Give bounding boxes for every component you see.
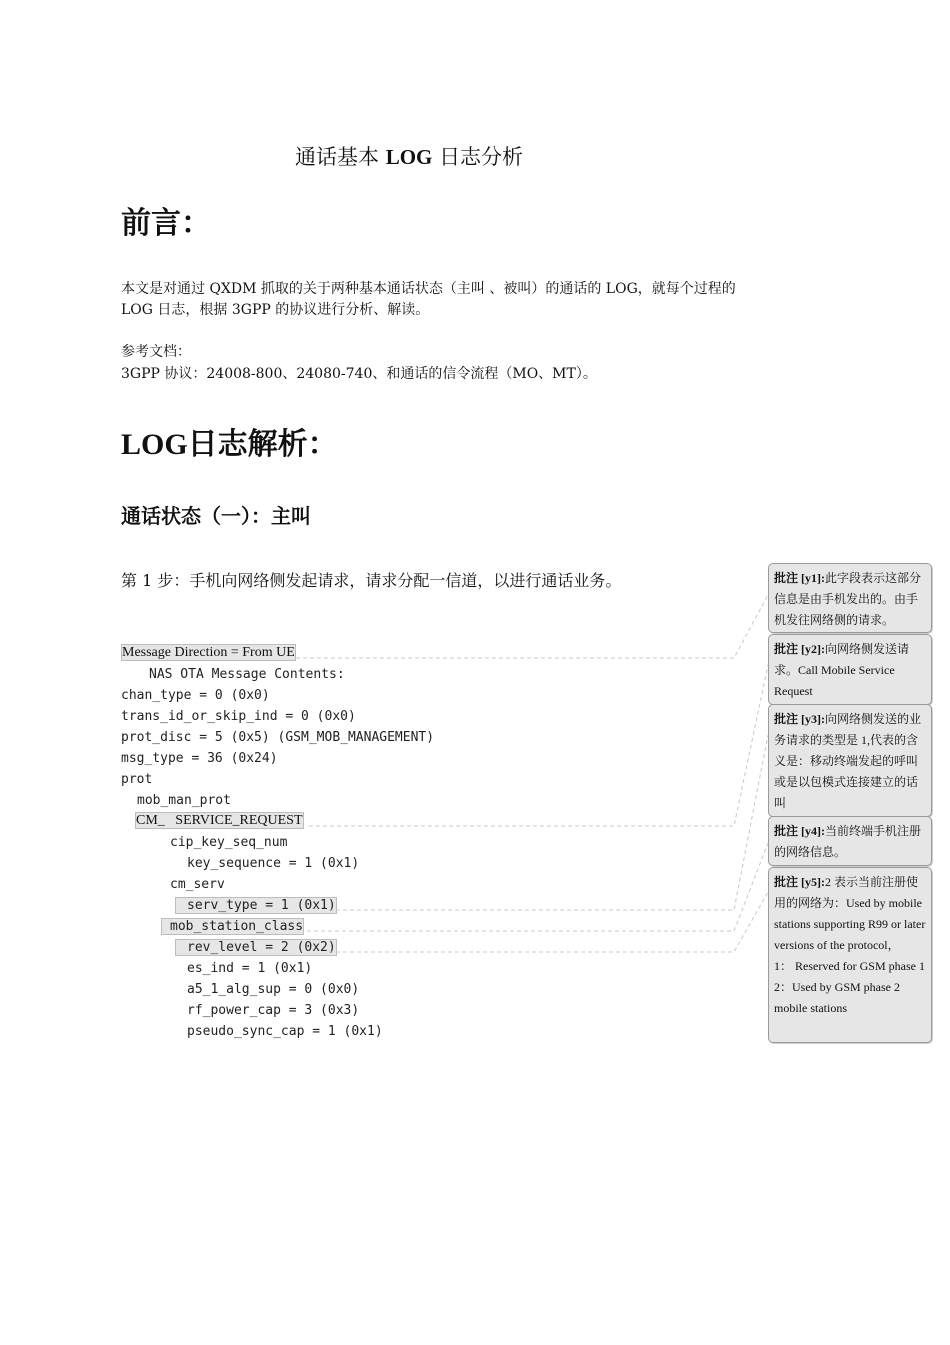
connector-y2 [309, 665, 768, 826]
connector-y5 [329, 892, 768, 952]
comment-y3: 批注 [y3]:向网络侧发送的业务请求的类型是 1,代表的含义是：移动终端发起的呼叫或是以包模式连接建立的话叫 [768, 704, 932, 817]
connector-y4 [307, 843, 768, 931]
log-line-key-sequence: key_sequence = 1 (0x1) [187, 856, 360, 871]
comment-y5: 批注 [y5]:2 表示当前注册使用的网络为：Used by mobile stations supporting R99 or later versions of the protocol， 1： Reserved for GSM phase 1 2：Used by GSM phase 2 mobile stations [768, 867, 932, 1043]
log-line-es-ind: es_ind = 1 (0x1) [187, 961, 313, 976]
reference-text: 3GPP 协议：24008-800、24080-740、和通话的信令流程（MO、MT）。 [121, 366, 597, 382]
log-line-prot-disc: prot_disc = 5 (0x5) (GSM_MOB_MANAGEMENT) [121, 730, 435, 745]
log-line-nas: NAS OTA Message Contents: [149, 667, 345, 682]
log-line-serv-type: serv_type = 1 (0x1) [175, 897, 337, 914]
log-line-rev-level: rev_level = 2 (0x2) [175, 939, 337, 956]
log-line-cm-serv: cm_serv [170, 877, 225, 892]
log-line-mob-man-prot: mob_man_prot [137, 793, 231, 808]
log-analysis-heading: LOG日志解析： [121, 428, 338, 461]
log-line-cm-service-request: CM_ SERVICE_REQUEST [136, 813, 303, 828]
connector-y1 [296, 595, 768, 658]
intro-paragraph: 本文是对通过 QXDM 抓取的关于两种基本通话状态（主叫 、被叫）的通话的 LOG，就每个过程的 LOG 日志，根据 3GPP 的协议进行分析、解读。 [121, 281, 736, 318]
comment-y2: 批注 [y2]:向网络侧发送请求。Call Mobile Service Request [768, 634, 932, 705]
reference-label: 参考文档： [121, 344, 191, 360]
step-1-text: 第 1 步：手机向网络侧发起请求，请求分配一信道，以进行通话业务。 [121, 571, 622, 590]
preface-heading: 前言： [121, 206, 211, 241]
log-line-rf-power: rf_power_cap = 3 (0x3) [187, 1003, 360, 1018]
log-line-chan-type: chan_type = 0 (0x0) [121, 688, 270, 703]
log-line-prot: prot [121, 772, 153, 787]
log-line-trans-id: trans_id_or_skip_ind = 0 (0x0) [121, 709, 356, 724]
log-line-mob-station-class: mob_station_class [161, 918, 304, 935]
comment-y4: 批注 [y4]:当前终端手机注册的网络信息。 [768, 816, 932, 866]
log-line-a5-1: a5_1_alg_sup = 0 (0x0) [187, 982, 360, 997]
log-line-cip-key-seq-num: cip_key_seq_num [170, 835, 288, 850]
log-line-direction: Message Direction = From UE [122, 645, 295, 660]
document-title: 通话基本 LOG 日志分析 [295, 145, 524, 169]
comment-y1: 批注 [y1]:此字段表示这部分信息是由手机发出的。由手机发往网络侧的请求。 [768, 563, 932, 633]
connector-y3 [329, 735, 768, 910]
log-line-pseudo-sync: pseudo_sync_cap = 1 (0x1) [187, 1024, 383, 1039]
call-state-heading: 通话状态（一）：主叫 [121, 504, 311, 528]
log-line-msg-type: msg_type = 36 (0x24) [121, 751, 278, 766]
